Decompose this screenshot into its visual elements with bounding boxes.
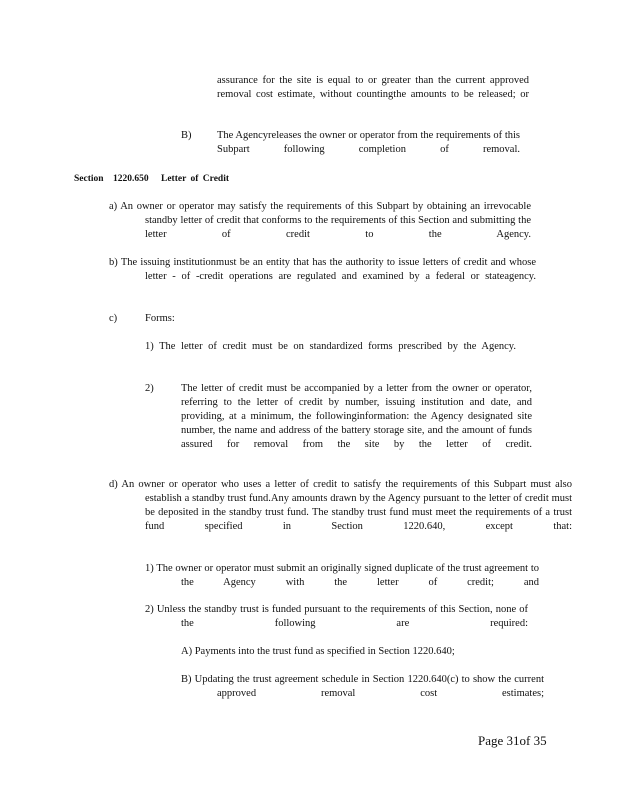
section-label: Section bbox=[74, 174, 104, 184]
paragraph-b: b) The issuing institutionmust be an entity that has the authority to issue letters of credit and whose letter - of -credit operations are regulated and examined by a federal or stateagency. bbox=[109, 257, 536, 282]
item-c2-label: 2) bbox=[145, 383, 154, 394]
item-c2-paragraph: The letter of credit must be accompanied by a letter from the owner or operator, referring to the letter of credit by number, issuing institution and date, and providing, at a minimum, the followinginformation: the Agency designated site number, the name and address of the battery storage site, and the amount of funds assured for removal from the site by the letter of credit. bbox=[181, 383, 532, 450]
paragraph-c-text: Forms: bbox=[145, 313, 175, 324]
section-number: 1220.650 bbox=[113, 174, 149, 184]
paragraph-d: d) An owner or operator who uses a letter of credit to satisfy the requirements of this Subpart must also establish a standby trust fund.Any amounts drawn by the Agency pursuant to the letter of credit must be deposited in the standby trust fund. The standby trust fund must meet the requirements of a trust fund specified in Section 1220.640, except that: bbox=[109, 479, 572, 532]
continued-paragraph: assurance for the site is equal to or greater than the current approved removal cost estimate, without countingthe amounts to be released; or bbox=[217, 75, 529, 100]
item-d2a-paragraph: A) Payments into the trust fund as specified in Section 1220.640; bbox=[181, 646, 455, 657]
section-title: Letter of Credit bbox=[161, 174, 229, 184]
page-number: Page 31of 35 bbox=[478, 733, 547, 748]
item-label-b: B) bbox=[181, 130, 192, 141]
item-d2-paragraph: 2) Unless the standby trust is funded pursuant to the requirements of this Section, none of the following are required: bbox=[145, 604, 528, 629]
paragraph-c-label: c) bbox=[109, 313, 118, 324]
item-b-paragraph: The Agencyreleases the owner or operator from the requirements of this Subpart following completion of removal. bbox=[217, 130, 520, 155]
item-d2b-paragraph: B) Updating the trust agreement schedule in Section 1220.640(c) to show the current approved removal cost estimates; bbox=[181, 674, 544, 699]
paragraph-a: a) An owner or operator may satisfy the requirements of this Subpart by obtaining an irrevocable standby letter of credit that conforms to the requirements of this Section and submitting the letter of credit to the Agency. bbox=[109, 201, 531, 240]
item-d1-paragraph: 1) The owner or operator must submit an originally signed duplicate of the trust agreement to the Agency with the letter of credit; and bbox=[145, 563, 539, 588]
item-c1-paragraph: 1) The letter of credit must be on standardized forms prescribed by the Agency. bbox=[145, 341, 516, 352]
